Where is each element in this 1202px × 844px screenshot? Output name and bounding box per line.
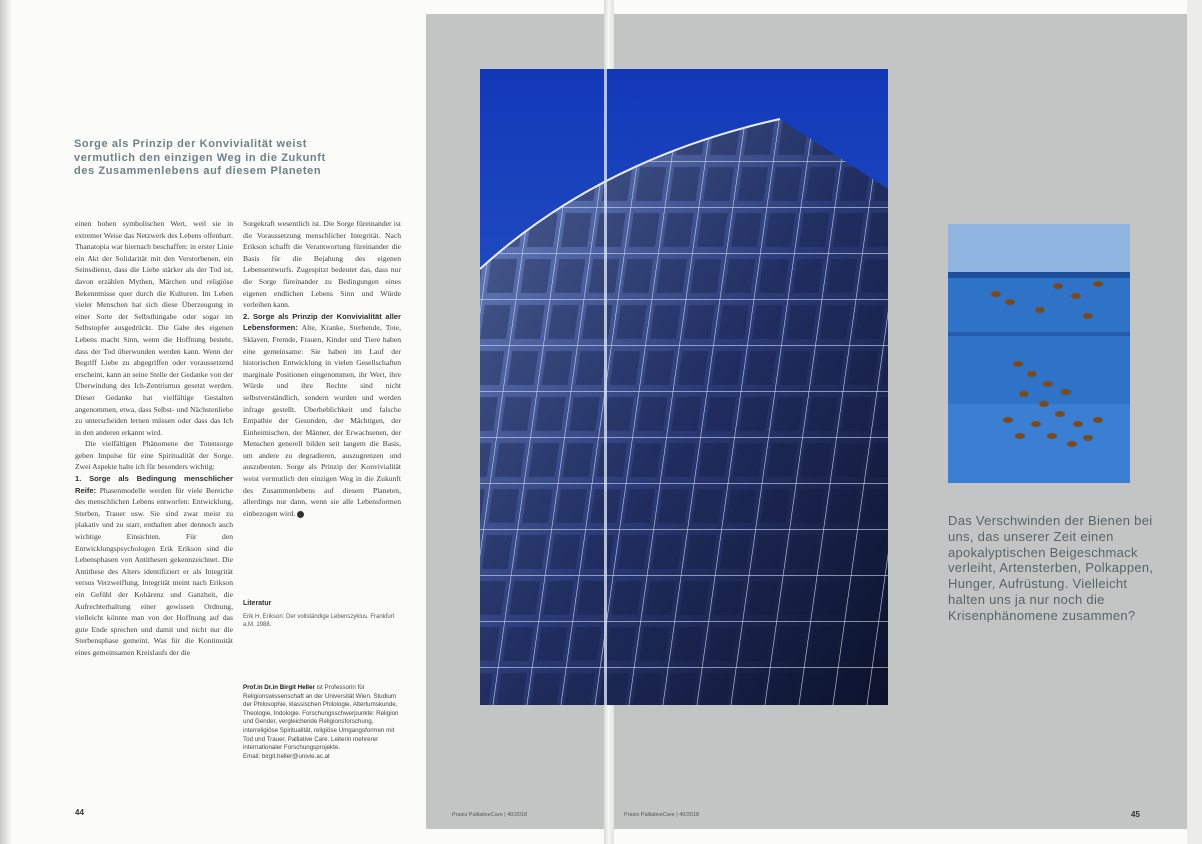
text-column-1	[75, 218, 233, 798]
paragraph	[75, 473, 233, 659]
bees-photo	[948, 224, 1130, 483]
paragraph-text: Phasenmodelle werden für viele Bereiche des menschlichen Lebens entworfen: Entwicklung, Sterben, Trauer usw. Sie sind zwar meist zu plakativ und zu starr, enthalten aber dennoch auch wichtige Einsichten. Für den Entwicklungspsychologen Erik Erikson sind die Lebensphasen von Antithesen gekennzeichnet. Die Antithese des Alters identifiziert er als Integrität versus Verzweiflung. Integrität meint nach Erikson ein Gefühl der Kohärenz und Ganzheit, die Aufrechterhaltung einer gewissen Ordnung, vielleicht könnte man von der Hoffnung auf das gute Ende sprechen und damit und nicht nur die Sterbensphase gemeint. Was für die Kontinuität eines gemeinsamen Kreislaufs der die	[75, 485, 233, 657]
skyscraper-illustration	[480, 69, 888, 705]
skyscraper-photo	[480, 69, 888, 705]
literature-heading: Literatur	[243, 600, 272, 607]
author-bio	[243, 684, 405, 761]
subheading: 1. Sorge als Bedingung menschlicher Reife:	[75, 474, 233, 495]
pull-quote: Sorge als Prinzip der Konvivialität weist vermutlich den einzigen Weg in die Zukunft des Zusammenlebens auf diesem Planeten	[74, 138, 326, 177]
end-mark-icon	[297, 511, 304, 518]
paragraph: Sorgekraft wesentlich ist. Die Sorge füreinander ist die Voraussetzung menschlicher Integrität. Nach Erikson schafft die Verantwortung füreinander die Basis für die Bejahung des eigenen Lebensentwurfs. Zugespitzt bedeutet das, dass nur die Sorge füreinander zu Bedingungen eines eigenen endlichen Lebens Sinn und Würde verleihen kann.	[243, 219, 401, 310]
subheading: 2. Sorge als Prinzip der Konvivialität aller Lebensformen:	[243, 311, 401, 333]
author-email: Email: birgit.heller@univie.ac.at	[243, 752, 330, 760]
paragraph-text: Alte, Kranke, Sterbende, Tote, Sklaven, Fremde, Frauen, Kinder und Tiere haben eine gemeinsame: Sie haben im Lauf der historischen Entwicklung in vielen Gesellschaften marginale Positionen eingenommen, ihr Wert, ihre Würde und ihre Rechte sind nicht selbstverständlich, sondern wurden und werden infrage gestellt. Überheblichkeit und falsche Empathie der Gesunden, der Mächtigen, der Einheimischen, der Männer, der Erwachsenen, der Menschen generell bilden seit langem die Basis, um andere zu degradieren, auszugrenzen und auszubeuten. Sorge als Prinzip der Konvivialität weist vermutlich den einzigen Weg in die Zukunft des Zusammenlebens auf diesem Planeten, allerdings nur dann, wenn sie alle Lebensformen einbezogen wird.	[243, 323, 401, 518]
paragraph	[243, 311, 401, 520]
author-bio-text: ist Professorin für Religionswissenschaft an der Universität Wien. Studium der Philosophie, klassischen Philologie, Altertumskunde, Theologie, Indologie. Forschungsschwerpunkte: Religion und Gender, vergleichende Religionsforschung, interreligiöse Spiritualität, religiöse Umgangsformen mit Tod und Trauer, Palliative Care. Leiterin mehrerer internationaler Forschungsprojekte.	[243, 684, 399, 752]
footer-left: Praxis PalliativeCare | 40/2018	[452, 812, 528, 818]
page-number-right: 45	[1131, 810, 1140, 819]
literature-body: Erik H. Erikson: Der vollständige Lebenszyklus. Frankfurt a.M. 1988.	[243, 614, 395, 628]
page-edge-right	[1187, 0, 1202, 844]
paragraph: Die vielfältigen Phänomene der Totensorge geben Impulse für eine Spiritualität der Sorge. Zwei Aspekte halte ich für besonders wichtig:	[75, 439, 233, 472]
author-name: Prof.in Dr.in Birgit Heller	[243, 684, 315, 691]
text-column-2	[243, 218, 401, 603]
paragraph: einen hohen symbolischen Wert, weil sie in extremer Weise das Netzwerk des Lebens offenbart. Thanatopia war hiernach beschaffen: in erster Linie ein Akt der Solidarität mit den Verstorbenen, ein Seinsdienst, dass die Liebe stärker als der Tod ist, davon erzählen Mythen, Märchen und religiöse Bekenntnisse quer durch die Kulturen. Im Leben vieler Menschen hat sich diese Überzeugung in einer Sorte der Selbsthingabe oder sogar im Selbstopfer ausgedrückt. Die Gabe des eigenen Lebens macht Sinn, wenn die Hoffnung besteht, dass der Tod überwunden werden kann. Wenn der Begriff Liebe zu abgegriffen oder voraussetzend erscheint, kann an seine Stelle der Gedanke von der Überwindung des Ich-Zentrismus gesetzt werden. Dieser Gedanke hat vielfältige Gestalten angenommen, etwa, dass Selbst- und Nächstenliebe zu unterscheiden lernen müssen oder dass das Ich in den anderen erkannt wird.	[75, 219, 233, 437]
image-caption: Das Verschwinden der Bienen bei uns, das unserer Zeit einen apokalyptischen Beigeschmack verleiht, Artensterben, Polkappen, Hunger, Aufrüstung. Vielleicht halten uns ja nur noch die Krisenphänomene zusammen?	[948, 513, 1154, 623]
binding-shadow-left	[0, 0, 12, 844]
bees-illustration	[948, 224, 1130, 483]
page-number-left: 44	[75, 808, 84, 817]
footer-right: Praxis PalliativeCare | 40/2018	[624, 812, 700, 818]
